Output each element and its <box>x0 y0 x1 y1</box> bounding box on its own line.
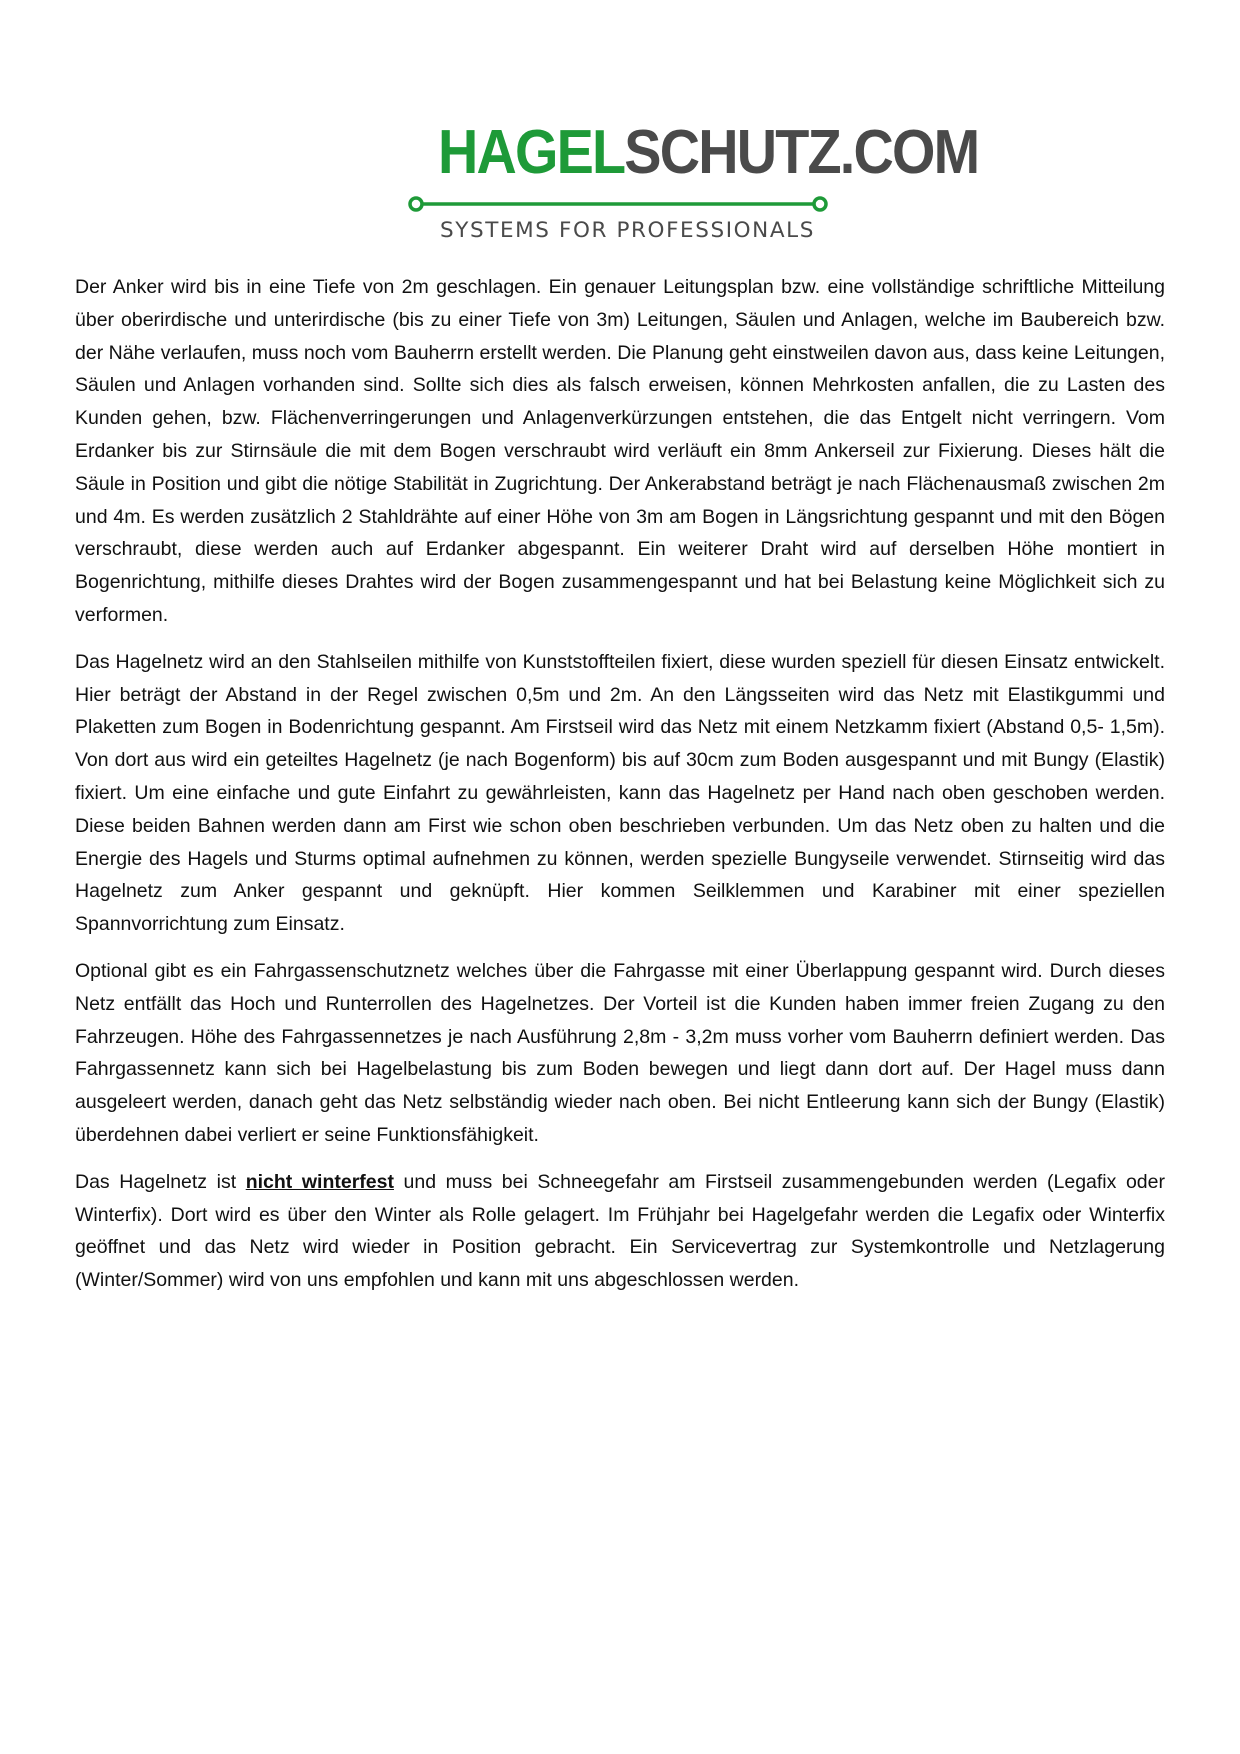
logo-wordmark-part2: SCHUTZ.COM <box>624 118 979 187</box>
paragraph-1: Der Anker wird bis in eine Tiefe von 2m geschlagen. Ein genauer Leitungsplan bzw. eine vollständige schriftliche Mitteilung über oberirdische und unterirdische (bis zu einer Tiefe von 3m) Leitungen, Säulen und Anlagen, welche im Baubereich bzw. der Nähe verlaufen, muss noch vom Bauherrn erstellt werden. Die Planung geht einstweilen davon aus, dass keine Leitungen, Säulen und Anlagen vorhanden sind. Sollte sich dies als falsch erweisen, können Mehrkosten anfallen, die zu Lasten des Kunden gehen, bzw. Flächenverringerungen und Anlagenverkürzungen entstehen, die das Entgelt nicht verringern. Vom Erdanker bis zur Stirnsäule die mit dem Bogen verschraubt wird verläuft ein 8mm Ankerseil zur Fixierung. Dieses hält die Säule in Position und gibt die nötige Stabilität in Zugrichtung. Der Ankerabstand beträgt je nach Flächenausmaß zwischen 2m und 4m. Es werden zusätzlich 2 Stahldrähte auf einer Höhe von 3m am Bogen in Längsrichtung gespannt und mit den Bögen verschraubt, diese werden auch auf Erdanker abgespannt. Ein weiterer Draht wird auf derselben Höhe montiert in Bogenrichtung, mithilfe dieses Drahtes wird der Bogen zusammengespannt und hat bei Belastung keine Möglichkeit sich zu verformen. <box>75 276 1165 626</box>
emphasis-not-winterproof: nicht winterfest <box>245 1170 394 1193</box>
logo-wordmark <box>438 118 978 188</box>
paragraph-3: Optional gibt es ein Fahrgassenschutznetz welches über die Fahrgasse mit einer Überlappung gespannt wird. Durch dieses Netz entfällt das Hoch und Runterrollen des Hagelnetzes. Der Vorteil ist die Kunden haben immer freien Zugang zu den Fahrzeugen. Höhe des Fahrgassennetzes je nach Ausführung 2,8m - 3,2m muss vorher vom Bauherrn definiert werden. Das Fahrgassennetz kann sich bei Hagelbelastung bis zum Boden bewegen und liegt dann dort auf. Der Hagel muss dann ausgeleert werden, danach geht das Netz selbständig wieder nach oben. Bei nicht Entleerung kann sich der Bungy (Elastik) überdehnen dabei verliert er seine Funktionsfähigkeit. <box>75 959 1165 1146</box>
logo-wordmark-part1: HAGEL <box>438 118 625 187</box>
document-body <box>75 271 1165 1311</box>
paragraph-2: Das Hagelnetz wird an den Stahlseilen mithilfe von Kunststoffteilen fixiert, diese wurden speziell für diesen Einsatz entwickelt. Hier beträgt der Abstand in der Regel zwischen 0,5m und 2m. An den Längsseiten wird das Netz mit Elastikgummi und Plaketten zum Bogen in Bodenrichtung gespannt. Am Firstseil wird das Netz mit einem Netzkamm fixiert (Abstand 0,5- 1,5m). Von dort aus wird ein geteiltes Hagelnetz (je nach Bogenform) bis auf 30cm zum Boden ausgespannt und mit Bungy (Elastik) fixiert. Um eine einfache und gute Einfahrt zu gewährleisten, kann das Hagelnetz per Hand nach oben geschoben werden. Diese beiden Bahnen werden dann am First wie schon oben beschrieben verbunden. Um das Netz oben zu halten und die Energie des Hagels und Sturms optimal aufnehmen zu können, werden spezielle Bungyseile verwendet. Stirnseitig wird das Hagelnetz zum Anker gespannt und geknüpft. Hier kommen Seilklemmen und Karabiner mit einer speziellen Spannvorrichtung zum Einsatz. <box>75 650 1165 936</box>
paragraph-4 <box>75 1166 1165 1297</box>
paragraph-4-start: Das Hagelnetz ist <box>75 1170 246 1193</box>
paragraph-4-end: und muss bei Schneegefahr am Firstseil zusammengebunden werden (Legafix oder Winterfix). Dort wird es über den Winter als Rolle gelagert. Im Frühjahr bei Hagelgefahr werden die Legafix oder Winterfix geöffnet und das Netz wird wieder in Position gebracht. Ein Servicevertrag zur Systemkontrolle und Netzlagerung (Winter/Sommer) wird von uns empfohlen und kann mit uns abgeschlossen werden. <box>75 1170 1165 1292</box>
logo-tagline: SYSTEMS FOR PROFESSIONALS <box>440 218 815 243</box>
company-logo <box>400 118 979 248</box>
